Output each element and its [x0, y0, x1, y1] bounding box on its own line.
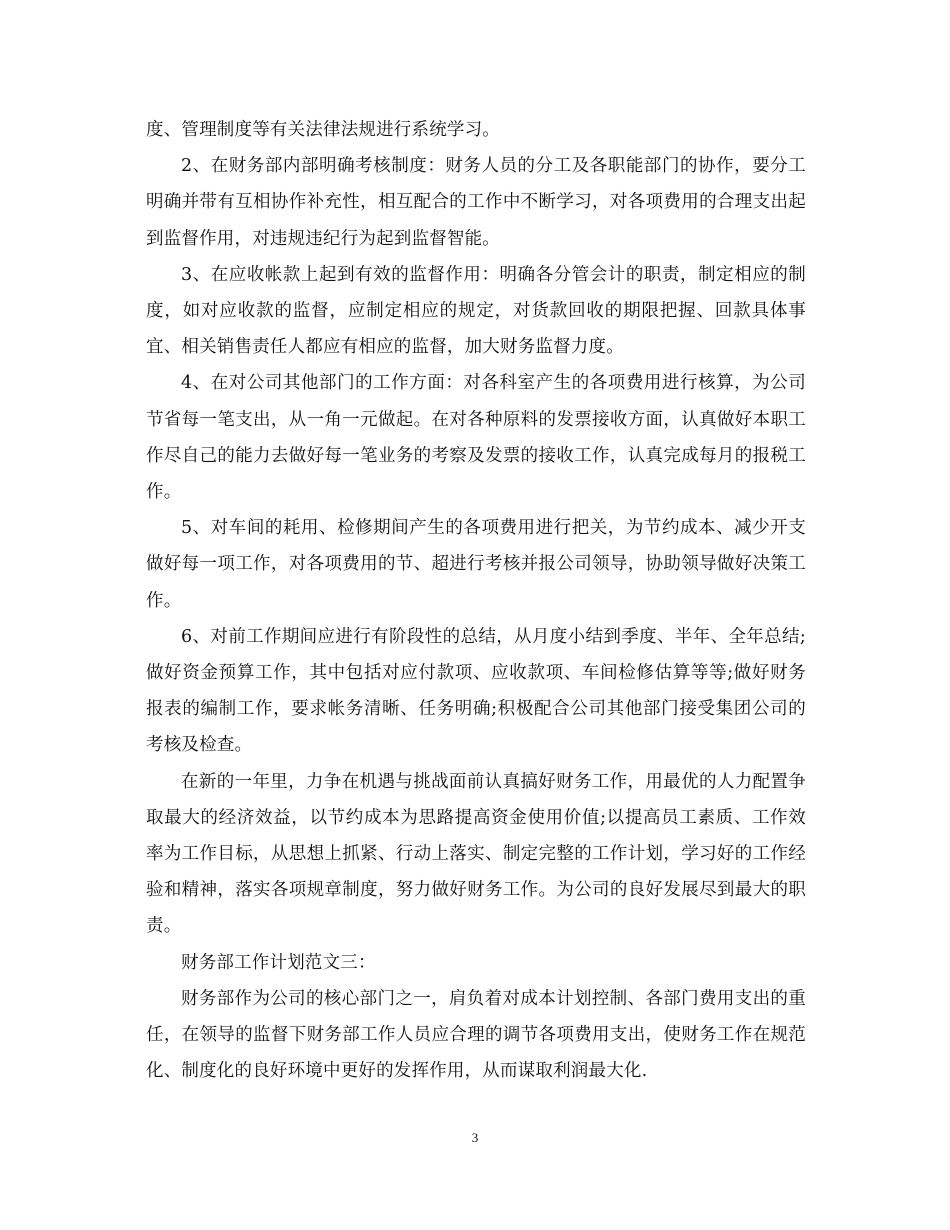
paragraph-4: 4、在对公司其他部门的工作方面：对各科室产生的各项费用进行核算，为公司节省每一笔支出，从一角一元做起。在对各种原料的发票接收方面，认真做好本职工作尽自己的能力去做好每一笔业务的考察及发票的接收工作，认真完成每月的报税工作。 — [146, 373, 806, 503]
section-heading: 财务部工作计划范文三： — [181, 952, 376, 973]
paragraph-1: 度、管理制度等有关法律法规进行系统学习。 — [146, 120, 500, 140]
paragraph-3: 3、在应收帐款上起到有效的监督作用：明确各分管会计的职责，制定相应的制度，如对应收款的监督，应制定相应的规定，对货款回收的期限把握、回款具体事宜、相关销售责任人都应有相应的监督，加大财务监督力度。 — [146, 264, 806, 358]
paragraph-2: 2、在财务部内部明确考核制度：财务人员的分工及各职能部门的协作，要分工明确并带有互相协作补充性，相互配合的工作中不断学习，对各项费用的合理支出起到监督作用，对违规违纪行为起到监督智能。 — [146, 156, 806, 249]
document-body — [146, 112, 806, 1089]
page-number: 3 — [471, 1130, 479, 1145]
paragraph-7: 在新的一年里，力争在机遇与挑战面前认真搞好财务工作，用最优的人力配置争取最大的经济效益，以节约成本为思路提高资金使用价值;以提高员工素质、工作效率为工作目标，从思想上抓紧、行动上落实、制定完整的工作计划，学习好的工作经验和精神，落实各项规章制度，努力做好财务工作。为公司的良好发展尽到最大的职责。 — [146, 771, 806, 937]
paragraph-5: 5、对车间的耗用、检修期间产生的各项费用进行把关，为节约成本、减少开支做好每一项工作，对各项费用的节、超进行考核并报公司领导，协助领导做好决策工作。 — [146, 518, 806, 611]
paragraph-8: 财务部作为公司的核心部门之一，肩负着对成本计划控制、各部门费用支出的重任，在领导的监督下财务部工作人员应合理的调节各项费用支出，使财务工作在规范化、制度化的良好环境中更好的发挥作用，从而谋取利润最大化. — [146, 988, 806, 1082]
paragraph-6: 6、对前工作期间应进行有阶段性的总结，从月度小结到季度、半年、全年总结;做好资金预算工作，其中包括对应付款项、应收款项、车间检修估算等等;做好财务报表的编制工作，要求帐务清晰、任务明确;积极配合公司其他部门接受集团公司的考核及检查。 — [146, 626, 806, 756]
